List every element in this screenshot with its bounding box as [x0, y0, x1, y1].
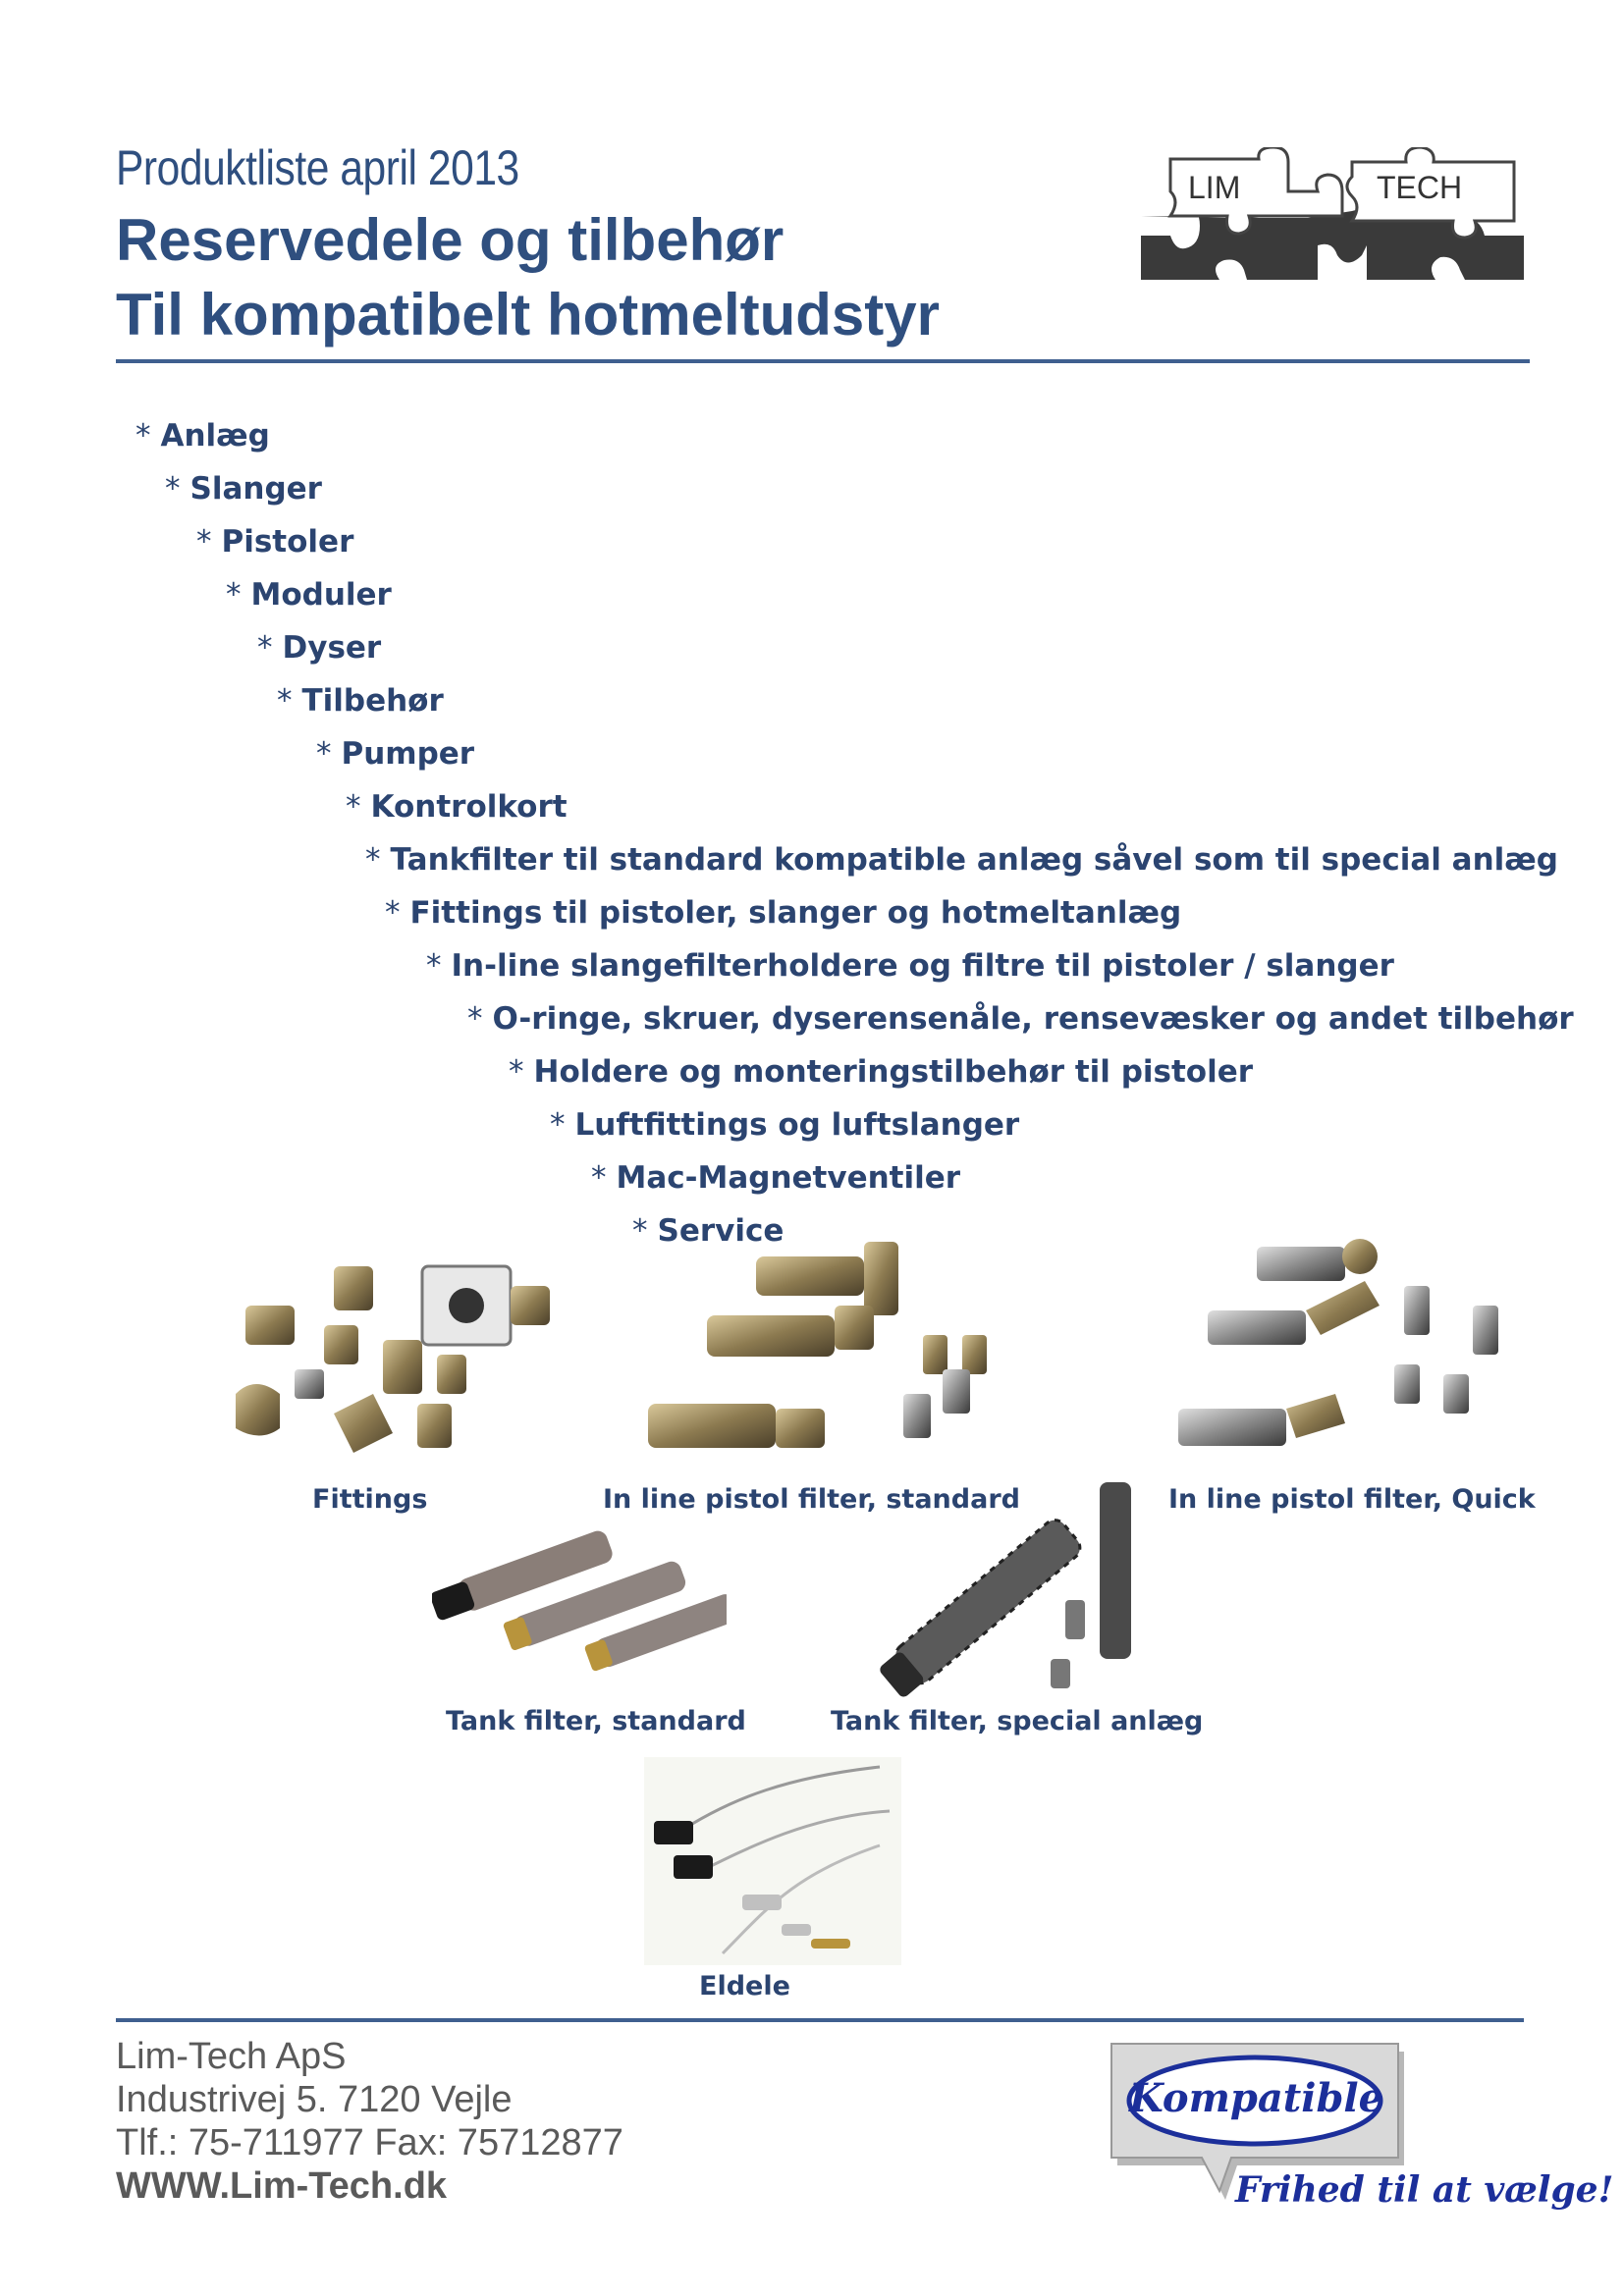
list-item: * Holdere og monteringstilbehør til pistoler: [509, 1054, 1254, 1090]
list-item: * Tankfilter til standard kompatible anlæg såvel som til special anlæg: [365, 842, 1558, 878]
lim-tech-logo: [1141, 147, 1534, 285]
list-item: * Moduler: [226, 577, 392, 613]
caption-tank-special: Tank filter, special anlæg: [831, 1706, 1204, 1736]
inline-filter-quick-photo: [1149, 1227, 1522, 1482]
list-item: * Dyser: [257, 630, 382, 666]
inline-filter-standard-photo: [628, 1237, 1001, 1472]
list-item: * In-line slangefilterholdere og filtre til pistoler / slanger: [426, 948, 1394, 984]
page-subtitle: Produktliste april 2013: [116, 140, 519, 195]
fittings-photo: [226, 1247, 589, 1482]
company-address: Industrivej 5. 7120 Vejle: [116, 2079, 513, 2120]
caption-fittings: Fittings: [312, 1484, 428, 1515]
tank-filter-special-photo: [854, 1472, 1149, 1708]
caption-eldele: Eldele: [699, 1971, 790, 2002]
list-item: * Service: [632, 1213, 785, 1249]
company-name: Lim-Tech ApS: [116, 2036, 347, 2077]
list-item: * Luftfittings og luftslanger: [550, 1107, 1020, 1143]
company-website: WWW.Lim-Tech.dk: [116, 2165, 448, 2207]
caption-inline-standard: In line pistol filter, standard: [603, 1484, 1020, 1515]
logo-text-lim: LIM: [1188, 170, 1241, 205]
caption-tank-standard: Tank filter, standard: [446, 1706, 746, 1736]
company-phone: Tlf.: 75-711977 Fax: 75712877: [116, 2122, 623, 2163]
eldele-photo: [644, 1757, 901, 1965]
list-item: * Pumper: [316, 736, 475, 772]
caption-inline-quick: In line pistol filter, Quick: [1168, 1484, 1536, 1515]
list-item: * Mac-Magnetventiler: [591, 1160, 961, 1196]
page-title-line-1: Reservedele og tilbehør: [116, 207, 785, 273]
puzzle-logo-icon: [1141, 147, 1534, 285]
list-item: * Pistoler: [196, 524, 354, 560]
kompatible-label: Kompatible: [1129, 2075, 1384, 2121]
page-title-line-2: Til kompatibelt hotmeltudstyr: [116, 282, 940, 347]
tank-filter-standard-photo: [432, 1522, 727, 1688]
list-item: * Anlæg: [135, 418, 270, 454]
list-item: * Slanger: [165, 471, 322, 507]
logo-text-tech: TECH: [1377, 170, 1463, 205]
badge-tagline: Frihed til at vælge!: [1235, 2169, 1614, 2211]
list-item: * O-ringe, skruer, dyserensenåle, rensevæsker og andet tilbehør: [467, 1001, 1574, 1037]
list-item: * Kontrolkort: [346, 789, 568, 825]
list-item: * Tilbehør: [277, 683, 444, 719]
list-item: * Fittings til pistoler, slanger og hotmeltanlæg: [385, 895, 1182, 931]
header-divider: [116, 359, 1530, 363]
footer-divider: [116, 2018, 1524, 2022]
